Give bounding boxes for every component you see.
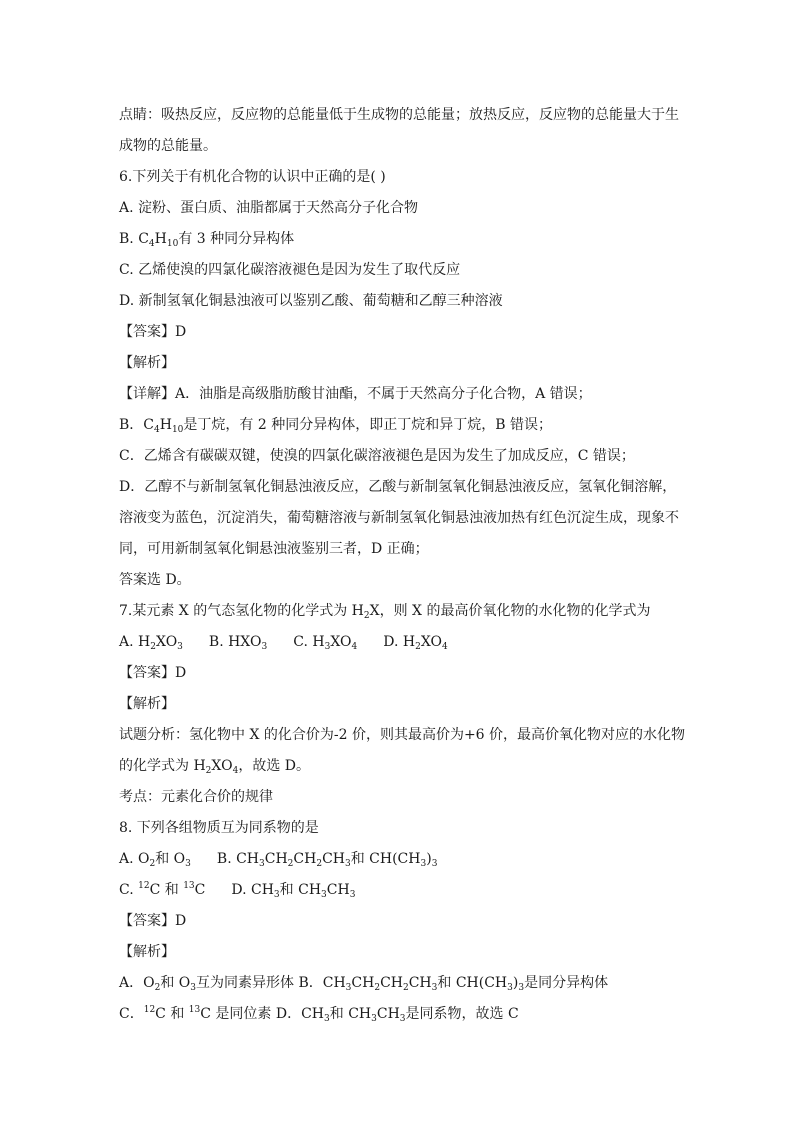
tip-line-2: 成物的总能量。 <box>119 138 217 154</box>
question-8-option-b: B. $CH_3CH_2CH_2CH_3$和 $CH(CH_3)_3$ <box>216 851 438 869</box>
question-7-key-point: 考点：元素化合价的规律 <box>119 789 273 805</box>
question-6-explain-b: B．$C_4H_{10}$是丁烷，有 2 种同分异构体，即正丁烷和异丁烷，B 错误； <box>119 417 552 435</box>
question-7-option-a: A. $H_2XO_3$ <box>119 634 183 652</box>
question-6-answer: 【答案】D <box>119 324 187 340</box>
question-6-option-a: A. 淀粉、蛋白质、油脂都属于天然高分子化合物 <box>119 200 419 216</box>
question-6-explain-c: C．乙烯含有碳碳双键，使溴的四氯化碳溶液褪色是因为发生了加成反应，C 错误； <box>119 448 635 464</box>
question-6-analysis-heading: 【解析】 <box>119 355 175 371</box>
question-8-option-c: C. $^{12}$C 和 $^{13}$C <box>119 881 206 898</box>
question-7-analysis-heading: 【解析】 <box>119 696 175 712</box>
question-8-stem: 8. 下列各组物质互为同系物的是 <box>119 820 319 836</box>
question-7-options <box>119 627 685 658</box>
question-7-answer: 【答案】D <box>119 665 187 681</box>
tip-line-1: 点睛：吸热反应，反应物的总能量低于生成物的总能量；放热反应，反应物的总能量大于生 <box>119 107 679 123</box>
document-body <box>119 100 685 1030</box>
question-8-options-cd <box>119 875 685 906</box>
question-7-stem: 7.某元素 X 的气态氢化物的化学式为 $H_2X$，则 X 的最高价氧化物的水化物的化学式为 <box>119 603 651 621</box>
question-7-explain-1: 试题分析：氢化物中 X 的化合价为-2 价，则其最高价为+6 价，最高价氧化物对应的水化物 <box>119 727 686 743</box>
question-8-explain-2: C．$^{12}$C 和 $^{13}$C 是同位素 D．$CH_3$和 $CH_3CH_3$是同系物，故选 C <box>119 1005 519 1024</box>
question-6-detail: 【详解】A．油脂是高级脂肪酸甘油酯，不属于天然高分子化合物，A 错误； <box>119 386 592 402</box>
question-8-option-a: A. $O_2$和 $O_3$ <box>119 851 191 869</box>
question-6-option-b: B. $C_4H_{10}$有 3 种同分异构体 <box>119 231 295 249</box>
question-7-option-d: D. $H_2XO_4$ <box>383 634 448 652</box>
question-6-explain-d-1: D．乙醇不与新制氢氧化铜悬浊液反应，乙酸与新制氢氧化铜悬浊液反应，氢氧化铜溶解， <box>119 479 677 495</box>
question-6-option-c: C. 乙烯使溴的四氯化碳溶液褪色是因为发生了取代反应 <box>119 262 461 278</box>
question-8-analysis-heading: 【解析】 <box>119 944 175 960</box>
question-8-option-d: D. $CH_3$和 $CH_3CH_3$ <box>231 882 356 900</box>
question-6-stem: 6.下列关于有机化合物的认识中正确的是( ) <box>119 169 386 185</box>
question-7-explain-2: 的化学式为 $H_2XO_4$，故选 D。 <box>119 758 311 776</box>
question-7-option-b: B. $HXO_3$ <box>208 634 268 652</box>
question-8-options-ab <box>119 844 685 875</box>
question-6-conclusion: 答案选 D。 <box>119 572 191 588</box>
question-8-explain-1: A．$O_2$和 $O_3$互为同素异形体 B．$CH_3CH_2CH_2CH_3$和 $CH(CH_3)_3$是同分异构体 <box>119 975 609 993</box>
question-6-option-d: D. 新制氢氧化铜悬浊液可以鉴别乙酸、葡萄糖和乙醇三种溶液 <box>119 293 503 309</box>
question-7-option-c: C. $H_3XO_4$ <box>293 634 358 652</box>
question-6-explain-d-2: 溶液变为蓝色，沉淀消失，葡萄糖溶液与新制氢氧化铜悬浊液加热有红色沉淀生成，现象不 <box>119 510 679 526</box>
question-6-explain-d-3: 同，可用新制氢氧化铜悬浊液鉴别三者，D 正确； <box>119 541 429 557</box>
question-8-answer: 【答案】D <box>119 913 187 929</box>
